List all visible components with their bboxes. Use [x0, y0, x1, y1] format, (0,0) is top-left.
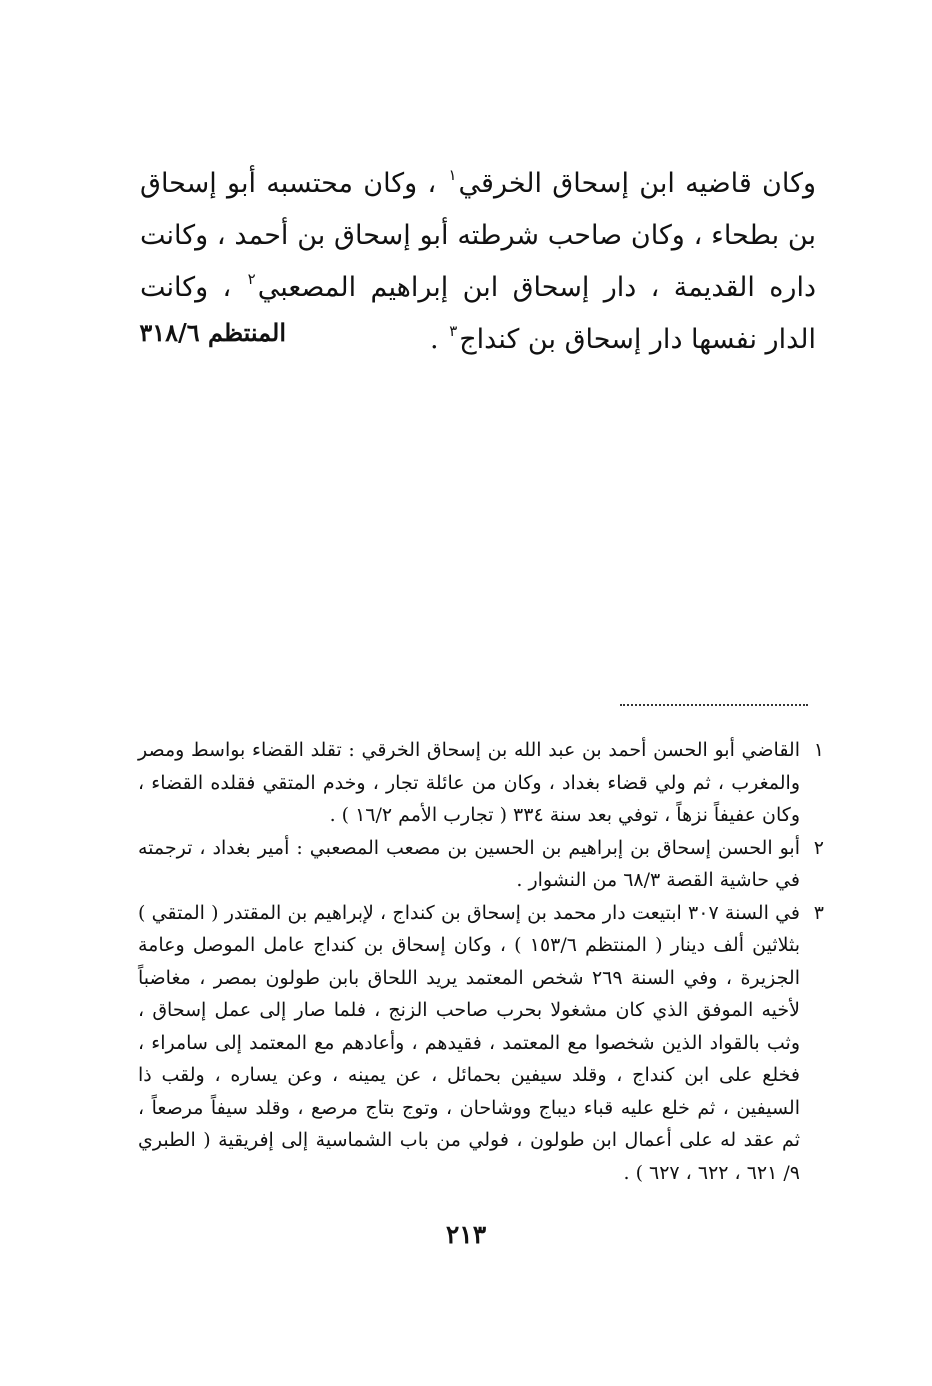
source-reference: المنتظم ٣١٨/٦ — [139, 318, 286, 347]
main-text-segment-4: . — [430, 324, 439, 355]
footnote-text: في السنة ٣٠٧ ابتيعت دار محمد بن إسحاق بن كنداج ، لإبراهيم بن المقتدر ( المتقي ) بثلاثين ألف دينار ( المنتظم ١٥٣/٦ ) ، وكان إسحاق بن كنداج عامل الموصل وعامة الجزيرة ، وفي السنة ٢٦٩ شخص المعتمد يريد اللحاق بابن طولون بمصر ، مغاضباً لأخيه الموفق الذي كان مشغولا بحرب صاحب الزنج ، فلما صار إلى عمل إسحاق ، وثب بالقواد الذين شخصوا مع المعتمد ، فقيدهم ، وأعادهم مع المعتمد إلى سامراء ، فخلع على ابن كنداج ، وقلد سيفين بحمائل ، عن يمينه ، وعن يساره ، ولقب ذا السيفين ، ثم خلع عليه قباء ديباج ووشاحان ، وتوج بتاج مرصع ، وقلد سيفاً مرصعاً ، ثم عقد له على أعمال ابن طولون ، فولي من باب الشماسية إلى إفريقية ( الطبري ٩/ ٦٢١ ، ٦٢٢ ، ٦٢٧ ) . — [138, 901, 801, 1184]
page-number: ٢١٣ — [445, 1220, 487, 1249]
footnote-number: ١ — [813, 739, 824, 761]
main-text-segment-2: ، وكان محتسبه أبو إسحاق بن بطحاء ، وكان صاحب شرطته أبو إسحاق بن أحمد ، وكانت داره القديمة ، دار إسحاق ابن إبراهيم المصعبي — [140, 168, 816, 303]
footnote-marker-2: ٢ — [247, 270, 256, 288]
footnotes-section — [138, 734, 824, 1189]
footnote-number: ٢ — [813, 836, 824, 859]
footnote-text: أبو الحسن إسحاق بن إبراهيم بن الحسين بن مصعب المصعبي : أمير بغداد ، ترجمته في حاشية القصة ٦٨/٣ من النشوار . — [138, 836, 800, 891]
footnote-separator — [620, 704, 808, 706]
main-text-segment-3: ، وكانت الدار نفسها دار إسحاق بن كنداج — [140, 272, 816, 355]
footnote-2 — [138, 832, 824, 897]
footnote-3 — [138, 897, 824, 1190]
footnote-number: ٣ — [813, 901, 824, 924]
footnote-1 — [138, 734, 824, 832]
main-text-segment-1: وكان قاضيه ابن إسحاق الخرقي — [458, 168, 816, 199]
footnote-marker-3: ٣ — [449, 322, 458, 340]
footnote-marker-1: ١ — [448, 166, 457, 184]
footnote-text: القاضي أبو الحسن أحمد بن عبد الله بن إسحاق الخرقي : تقلد القضاء بواسط ومصر والمغرب ، ثم ولي قضاء بغداد ، وكان من عائلة تجار ، وخدم المتقي فقلده القضاء ، وكان عفيفاً نزهاً ، توفي بعد سنة ٣٣٤ ( تجارب الأمم ١٦/٢ ) . — [138, 739, 800, 826]
